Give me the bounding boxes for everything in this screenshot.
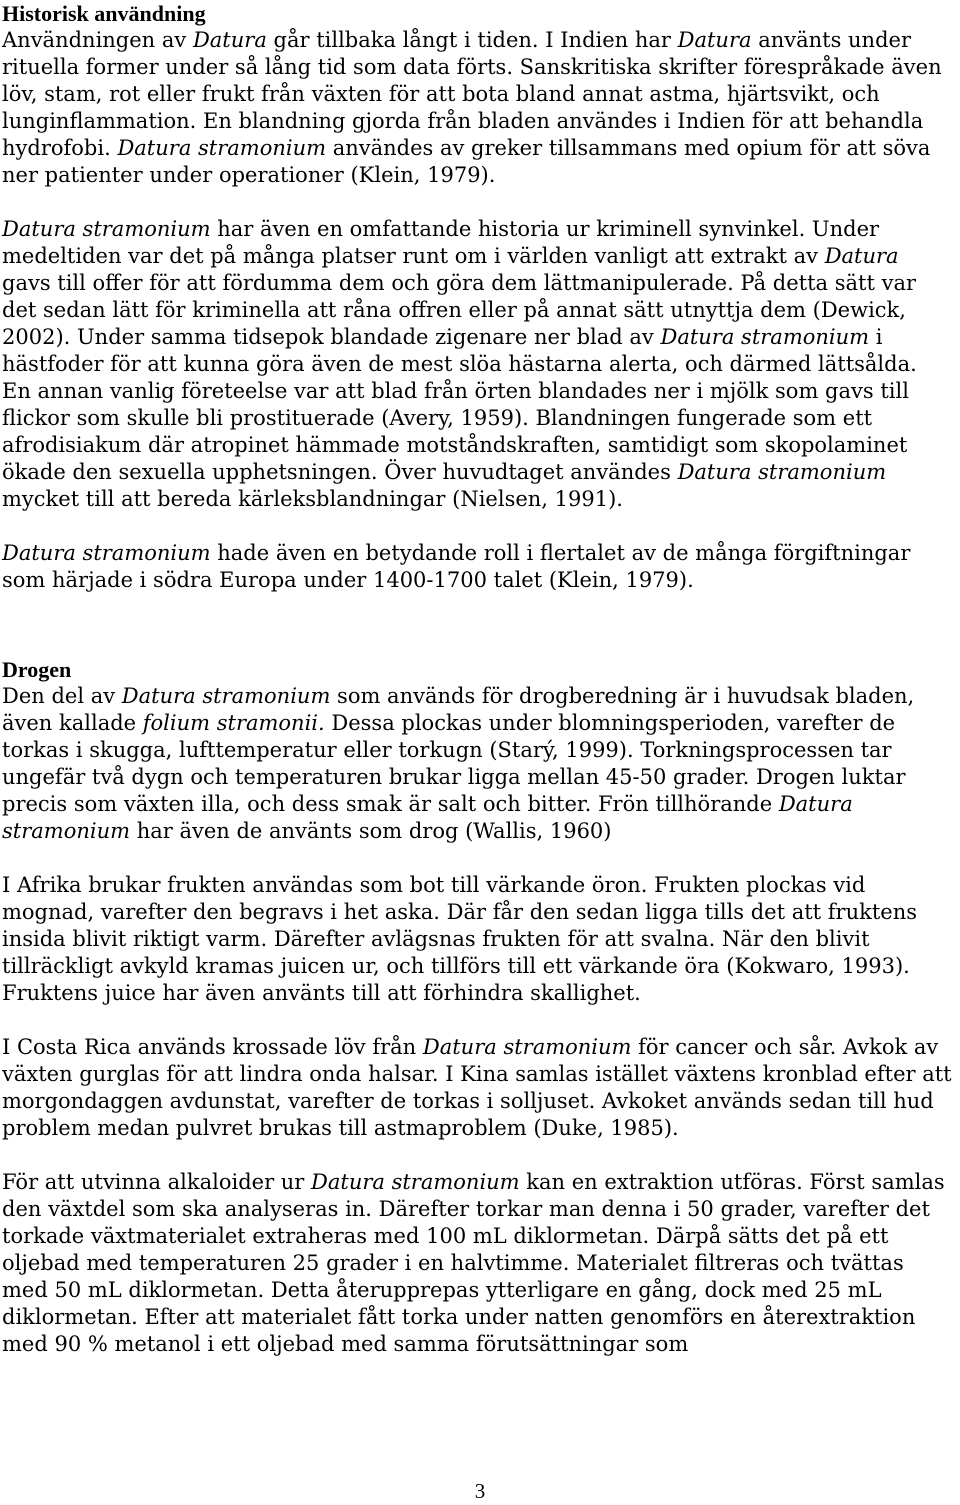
paragraph-spacer [2,189,952,216]
paragraph-drogen-2: I Afrika brukar frukten användas som bot till värkande öron. Frukten plockas vid mognad, varefter den begravs i het aska. Där får den sedan ligga tills det att fruktens insida blivit riktigt varm. Därefter avlägsnas frukten för att svalna. När den blivit tillräckligt avkyld kramas juicen ur, och tillförs till ett värkande öra (Kokwaro, 1993). Fruktens juice har även använts till att förhindra skallighet. [2,873,918,1005]
text-run: Dessa plockas under blomningsperioden, varefter de torkas i skugga, lufttemperatur eller torkugn (Starý, 1999). Torkningsprocessen tar ungefär två dygn och temperaturen brukar ligga mellan 45-50 grader. Drogen luktar precis som växten illa, och dess smak är salt och bitter. Frön tillhörande [2,711,906,816]
paragraph-historisk-3 [2,540,952,594]
text-run: har även de använts som drog (Wallis, 1960) [130,819,612,843]
paragraph-historisk-1 [2,27,952,189]
paragraph-spacer [2,1142,952,1169]
italic-term: Datura stramonium [422,1035,632,1059]
italic-term: Datura [677,28,752,52]
italic-term: Datura stramonium [677,460,887,484]
text-run: använts under rituella former under så lång tid som data förts. Sanskritiska skrifter förespråkade även löv, stam, rot eller frukt från växten för att bota bland annat astma, hjärtsvikt, och lunginflammation. En blandning gjorda från bladen användes i Indien för att behandla hydrofobi. [2,28,942,160]
paragraph-spacer [2,1007,952,1034]
text-run: kan en extraktion utföras. Först samlas den växtdel som ska analyseras in. Därefter torkar man denna i 50 grader, varefter det torkade växtmaterialet extraheras med 100 mL diklormetan. Därpå sätts det på ett oljebad med temperaturen 25 grader i en halvtimme. Materialet filtreras och tvättas med 50 mL diklormetan. Detta återupprepas ytterligare en gång, dock med 25 mL diklormetan. Efter att materialet fått torka under natten genomförs en återextraktion med 90 % metanol i ett oljebad med samma förutsättningar som [2,1170,945,1356]
text-run: för cancer och sår. Avkok av växten gurglas för att lindra onda halsar. I Kina samlas istället växtens kronblad efter att morgondaggen avdunstat, varefter de torkas i solljuset. Avkoket används sedan till hud problem medan pulvret brukas till astmaproblem (Duke, 1985). [2,1035,952,1140]
text-run: har även en omfattande historia ur kriminell synvinkel. Under medeltiden var det på många platser runt om i världen vanligt att extrakt av [2,217,880,268]
italic-term: Datura stramonium [2,217,211,241]
text-run: I Costa Rica används krossade löv från [2,1035,423,1059]
text-run: hade även en betydande roll i flertalet av de många förgiftningar som härjade i södra Europa under 1400-1700 talet (Klein, 1979). [2,541,911,592]
paragraph-spacer [2,513,952,540]
italic-term: Datura [824,244,899,268]
paragraph-historisk-2 [2,216,952,513]
text-run: Användningen av [2,28,193,52]
italic-term: folium stramonii. [142,711,325,735]
text-run: Den del av [2,684,122,708]
italic-term: Datura stramonium [311,1170,520,1194]
italic-term: Datura stramonium [121,684,331,708]
text-run: användes av greker tillsammans med opium för att söva ner patienter under operationer (Klein, 1979). [2,136,931,187]
paragraph-drogen-3 [2,1034,952,1142]
text-run: i hästfoder för att kunna göra även de mest slöa hästarna alerta, och därmed lättsålda. En annan vanlig företeelse var att blad från örten blandades ner i mjölk som gavs till flickor som skulle bli prostituerade (Avery, 1959). Blandningen fungerade som ett afrodisiakum där atropinet hämmade motståndskraften, samtidigt som skopolaminet ökade den sexuella upphetsningen. Över huvudtaget användes [2,325,917,484]
section-heading-drogen: Drogen [2,657,72,682]
text-run: gavs till offer för att fördumma dem och göra dem lättmanipulerade. På detta sätt var det sedan lätt för kriminella att råna offren eller på annat sätt utnyttja dem (Dewick, 2002). Under samma tidsepok blandade zigenare ner blad av [2,271,917,349]
paragraph-drogen-1 [2,683,952,845]
italic-term: Datura stramonium [117,136,327,160]
italic-term: Datura stramonium [2,792,853,843]
italic-term: Datura stramonium [2,541,211,565]
text-run: mycket till att bereda kärleksblandningar (Nielsen, 1991). [2,487,623,511]
section-heading-historisk: Historisk användning [2,1,206,26]
italic-term: Datura [192,28,267,52]
section-spacer [2,594,952,656]
text-run: som används för drogberedning är i huvudsak bladen, även kallade [2,684,915,735]
paragraph-drogen-4 [2,1169,952,1358]
text-run: För att utvinna alkaloider ur [2,1170,312,1194]
text-run: går tillbaka långt i tiden. I Indien har [266,28,678,52]
italic-term: Datura stramonium [660,325,870,349]
paragraph-spacer [2,845,952,872]
page-number: 3 [474,1479,486,1503]
